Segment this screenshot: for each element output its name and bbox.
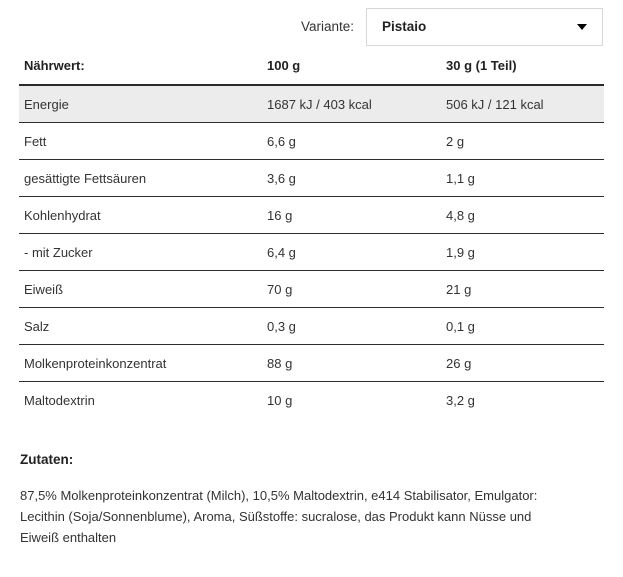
value-per-serving-cell: 1,9 g [441, 234, 604, 271]
nutrient-name-cell: Salz [19, 308, 262, 345]
nutrient-name-cell: Eiweiß [19, 271, 262, 308]
value-per-100g-cell: 0,3 g [262, 308, 441, 345]
value-per-serving-cell: 21 g [441, 271, 604, 308]
table-row [19, 308, 604, 345]
nutrient-name-cell: - mit Zucker [19, 234, 262, 271]
variant-selected-value: Pistaio [382, 19, 427, 34]
ingredients-text: 87,5% Molkenproteinkonzentrat (Milch), 10,5% Maltodextrin, e414 Stabilisator, Emulgator: Lecithin (Soja/Sonnenblume), Aroma, Süßstoffe: sucralose, das Produkt kann Nüsse und Eiweiß enthalten [20, 488, 538, 545]
column-header-per-100g: 100 g [267, 58, 301, 73]
ingredients-section [0, 418, 623, 548]
nutrient-name-cell: Fett [19, 123, 262, 160]
value-per-serving-cell: 1,1 g [441, 160, 604, 197]
table-row [19, 85, 604, 123]
nutrition-table-wrap [0, 48, 623, 418]
value-per-100g-cell: 88 g [262, 345, 441, 382]
column-header-per-serving: 30 g (1 Teil) [446, 58, 517, 73]
value-per-100g-cell: 6,4 g [262, 234, 441, 271]
nutrition-table [19, 48, 604, 418]
column-header-nutrient: Nährwert: [24, 58, 85, 73]
table-header-row [19, 48, 604, 85]
nutrient-name-cell: Kohlenhydrat [19, 197, 262, 234]
variant-selector-bar [0, 0, 623, 48]
value-per-100g-cell: 10 g [262, 382, 441, 419]
table-row [19, 234, 604, 271]
value-per-serving-cell: 2 g [441, 123, 604, 160]
value-per-100g-cell: 3,6 g [262, 160, 441, 197]
value-per-serving-cell: 0,1 g [441, 308, 604, 345]
table-row [19, 271, 604, 308]
value-per-serving-cell: 506 kJ / 121 kcal [441, 85, 604, 123]
table-row [19, 382, 604, 419]
nutrient-name-cell: Molkenproteinkonzentrat [19, 345, 262, 382]
table-row [19, 160, 604, 197]
table-row [19, 345, 604, 382]
table-row [19, 197, 604, 234]
value-per-100g-cell: 1687 kJ / 403 kcal [262, 85, 441, 123]
variant-label: Variante: [300, 19, 354, 34]
nutrient-name-cell: Maltodextrin [19, 382, 262, 419]
value-per-serving-cell: 3,2 g [441, 382, 604, 419]
chevron-down-icon [577, 24, 587, 30]
nutrient-name-cell: Energie [19, 85, 262, 123]
value-per-serving-cell: 4,8 g [441, 197, 604, 234]
ingredients-heading: Zutaten: [20, 452, 74, 467]
variant-select[interactable] [366, 8, 603, 46]
nutrition-table-head [19, 48, 604, 85]
table-row [19, 123, 604, 160]
value-per-100g-cell: 70 g [262, 271, 441, 308]
nutrition-table-body [19, 85, 604, 418]
nutrient-name-cell: gesättigte Fettsäuren [19, 160, 262, 197]
value-per-serving-cell: 26 g [441, 345, 604, 382]
value-per-100g-cell: 6,6 g [262, 123, 441, 160]
value-per-100g-cell: 16 g [262, 197, 441, 234]
